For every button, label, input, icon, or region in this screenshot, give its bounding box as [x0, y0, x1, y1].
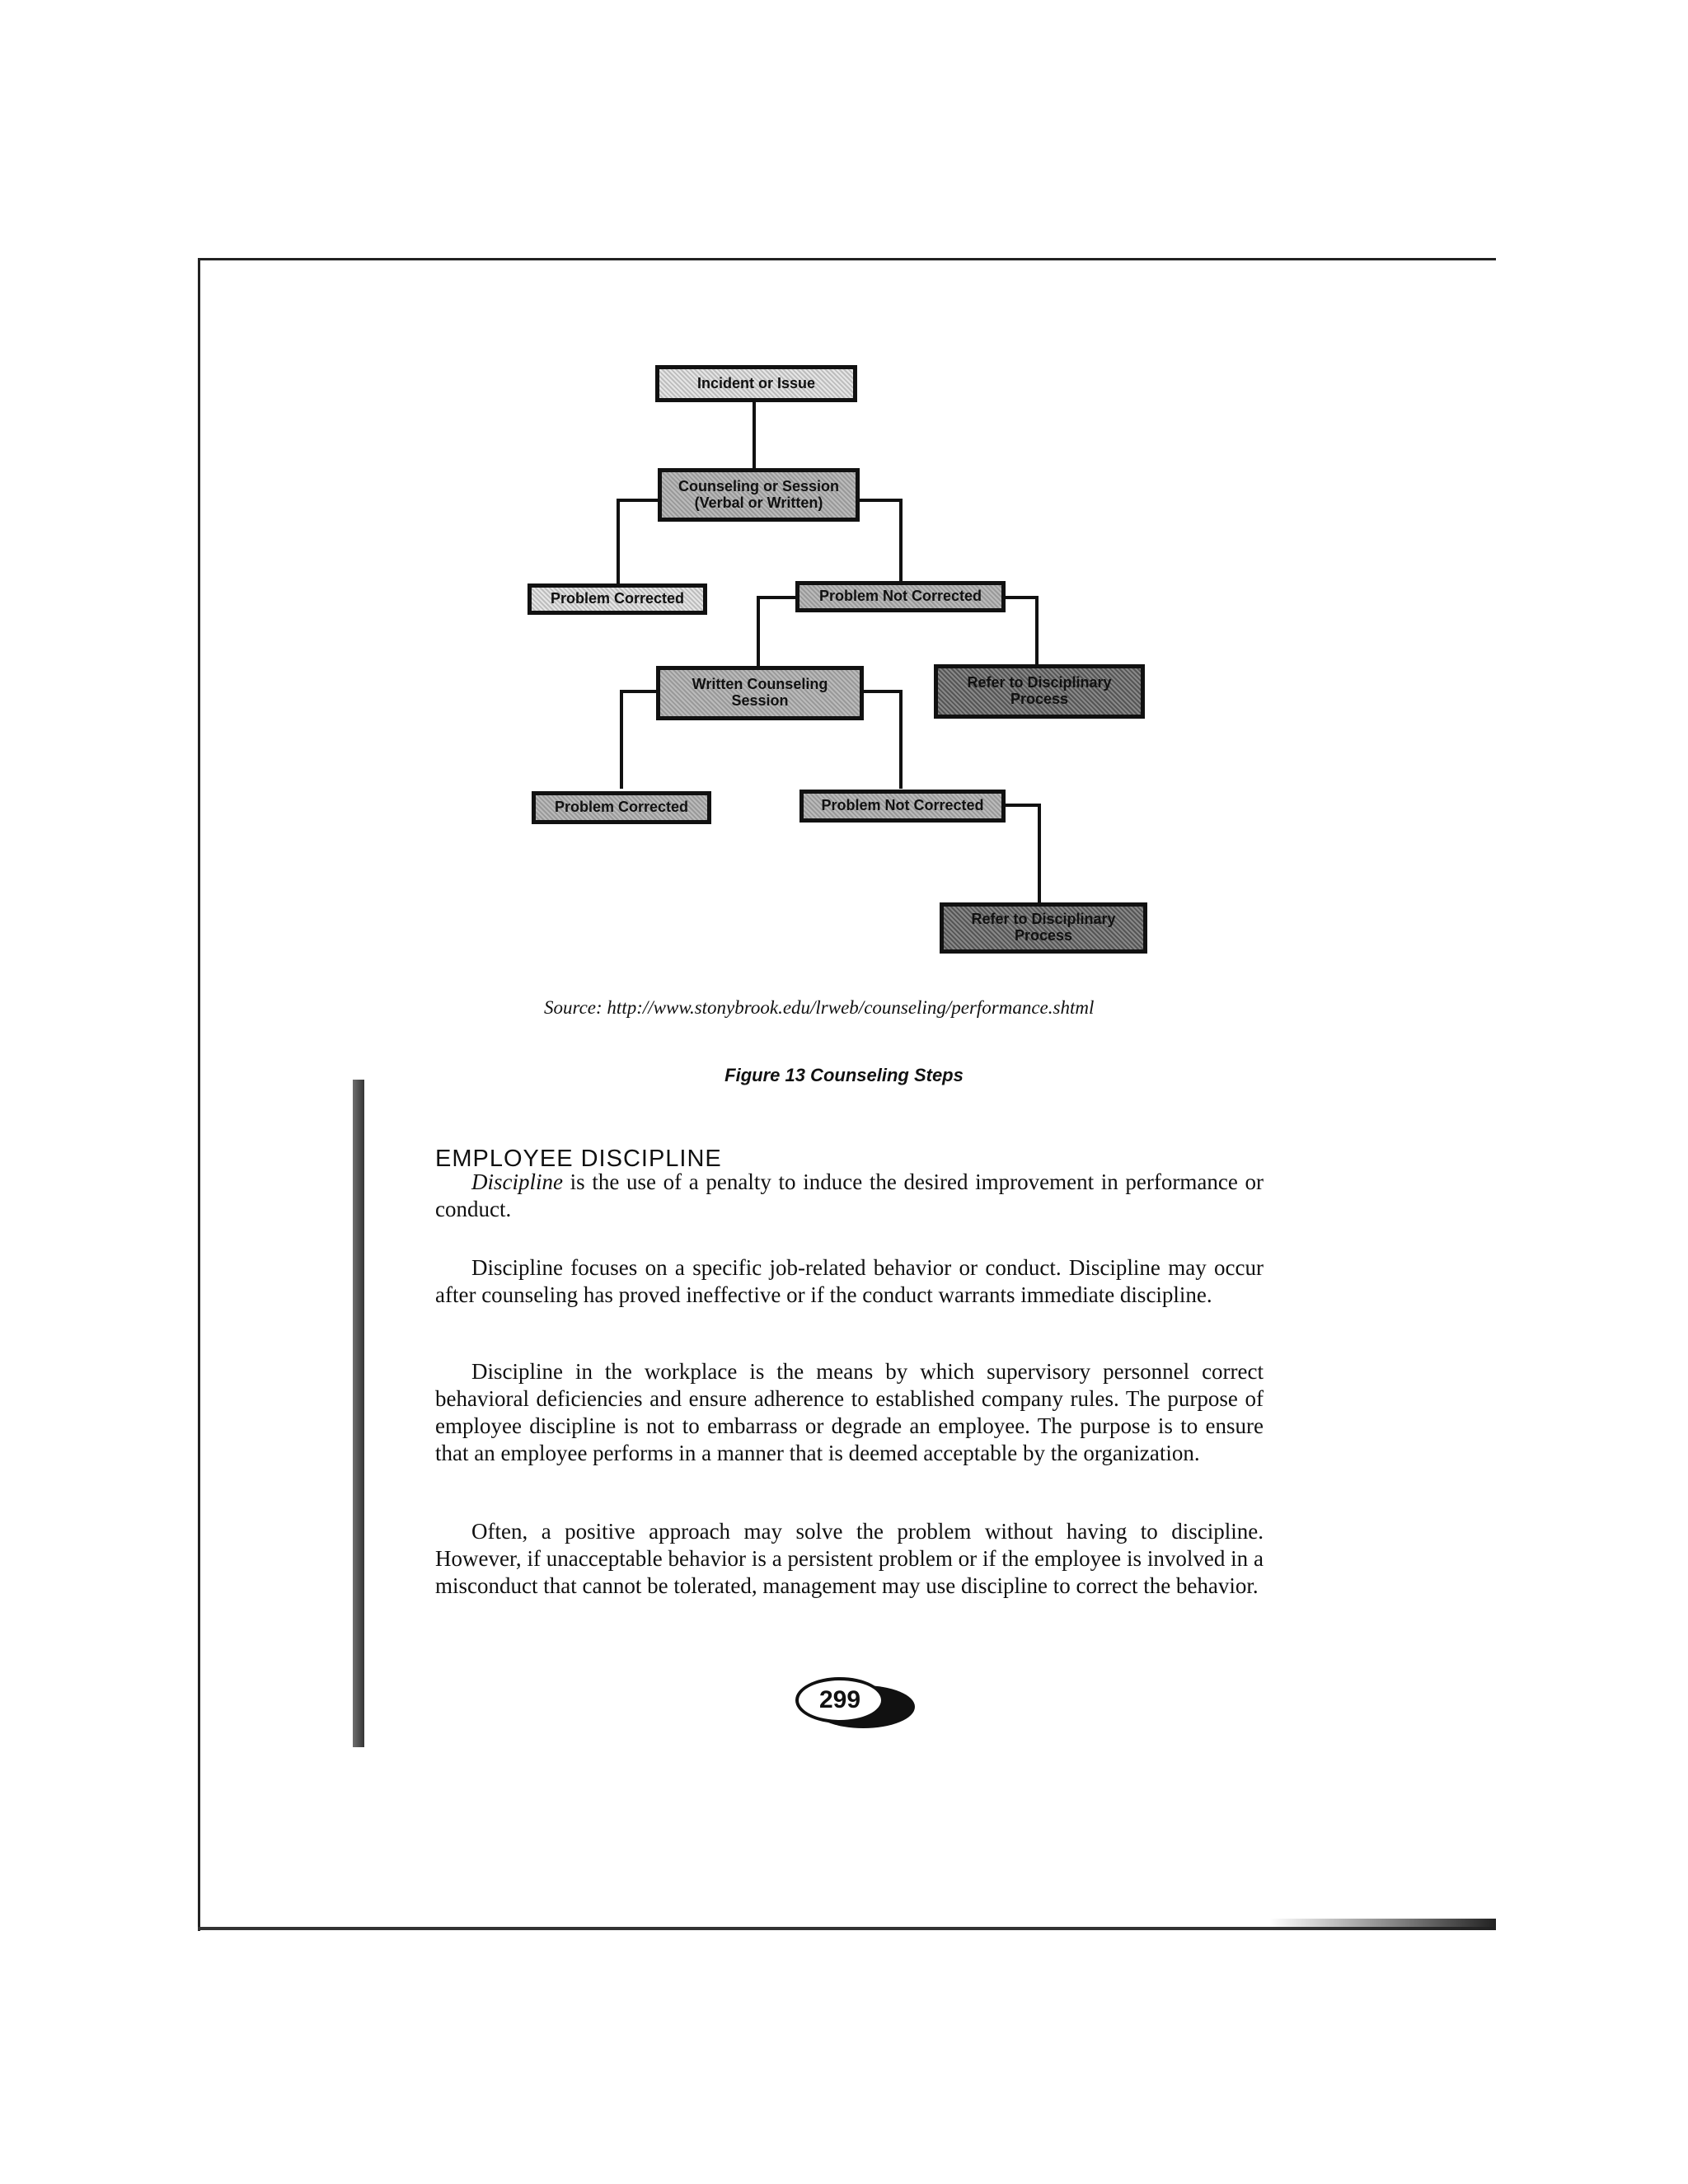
- section-heading: EMPLOYEE DISCIPLINE: [435, 1146, 722, 1172]
- box-written-counseling-session: Written Counseling Session: [656, 666, 864, 720]
- term-discipline: Discipline: [471, 1169, 563, 1194]
- page-number-badge: [795, 1677, 919, 1727]
- connector: [1001, 804, 1041, 807]
- connector: [620, 690, 661, 693]
- connector: [757, 596, 798, 599]
- connector: [620, 690, 623, 789]
- figure-caption: Figure 13 Counseling Steps: [724, 1065, 964, 1085]
- connector: [1004, 596, 1039, 599]
- paragraph-2: Discipline focuses on a specific job-related behavior or conduct. Discipline may occur after counseling has proved ineffective or if the conduct warrants immediate discipline.: [435, 1255, 1264, 1307]
- book-spine-shadow: [353, 1080, 364, 1747]
- box-counseling-session: Counseling or Session (Verbal or Written): [658, 468, 860, 522]
- page-number: 299: [795, 1677, 884, 1723]
- connector: [857, 499, 903, 502]
- connector: [1035, 596, 1039, 666]
- connector: [757, 596, 760, 666]
- box-problem-corrected-2: Problem Corrected: [532, 791, 711, 824]
- paragraph-1: [435, 1169, 1264, 1223]
- figure-source: Source: http://www.stonybrook.edu/lrweb/counseling/performance.shtml: [544, 997, 1095, 1018]
- paragraph-4: Often, a positive approach may solve the problem without having to discipline. However, if unacceptable behavior is a persistent problem or if the employee is involved in a misconduct that cannot be tolerated, management may use discipline to correct the behavior.: [435, 1519, 1264, 1598]
- box-refer-disciplinary-2: Refer to Disciplinary Process: [940, 902, 1147, 954]
- connector: [899, 499, 903, 581]
- page-shadow: [1269, 1919, 1496, 1930]
- connector: [617, 499, 620, 585]
- box-problem-not-corrected: Problem Not Corrected: [795, 581, 1006, 612]
- connector: [899, 690, 903, 789]
- box-incident-or-issue: Incident or Issue: [655, 365, 857, 402]
- box-problem-not-corrected-2: Problem Not Corrected: [799, 790, 1006, 823]
- connector: [753, 402, 756, 468]
- paragraph-3: Discipline in the workplace is the means by which supervisory personnel correct behavioral deficiencies and ensure adherence to established company rules. The purpose of employee discipline is not to embarrass or degrade an employee. The purpose is to ensure that an employee performs in a manner that is deemed acceptable by the organization.: [435, 1359, 1264, 1465]
- box-refer-disciplinary-1: Refer to Disciplinary Process: [934, 664, 1145, 719]
- page-frame-top: [198, 258, 1496, 260]
- connector: [861, 690, 903, 693]
- paragraph-1-text: is the use of a penalty to induce the desired improvement in performance or conduct.: [435, 1169, 1264, 1221]
- connector: [1038, 804, 1041, 902]
- box-problem-corrected: Problem Corrected: [528, 583, 707, 615]
- page-frame-left: [198, 258, 200, 1931]
